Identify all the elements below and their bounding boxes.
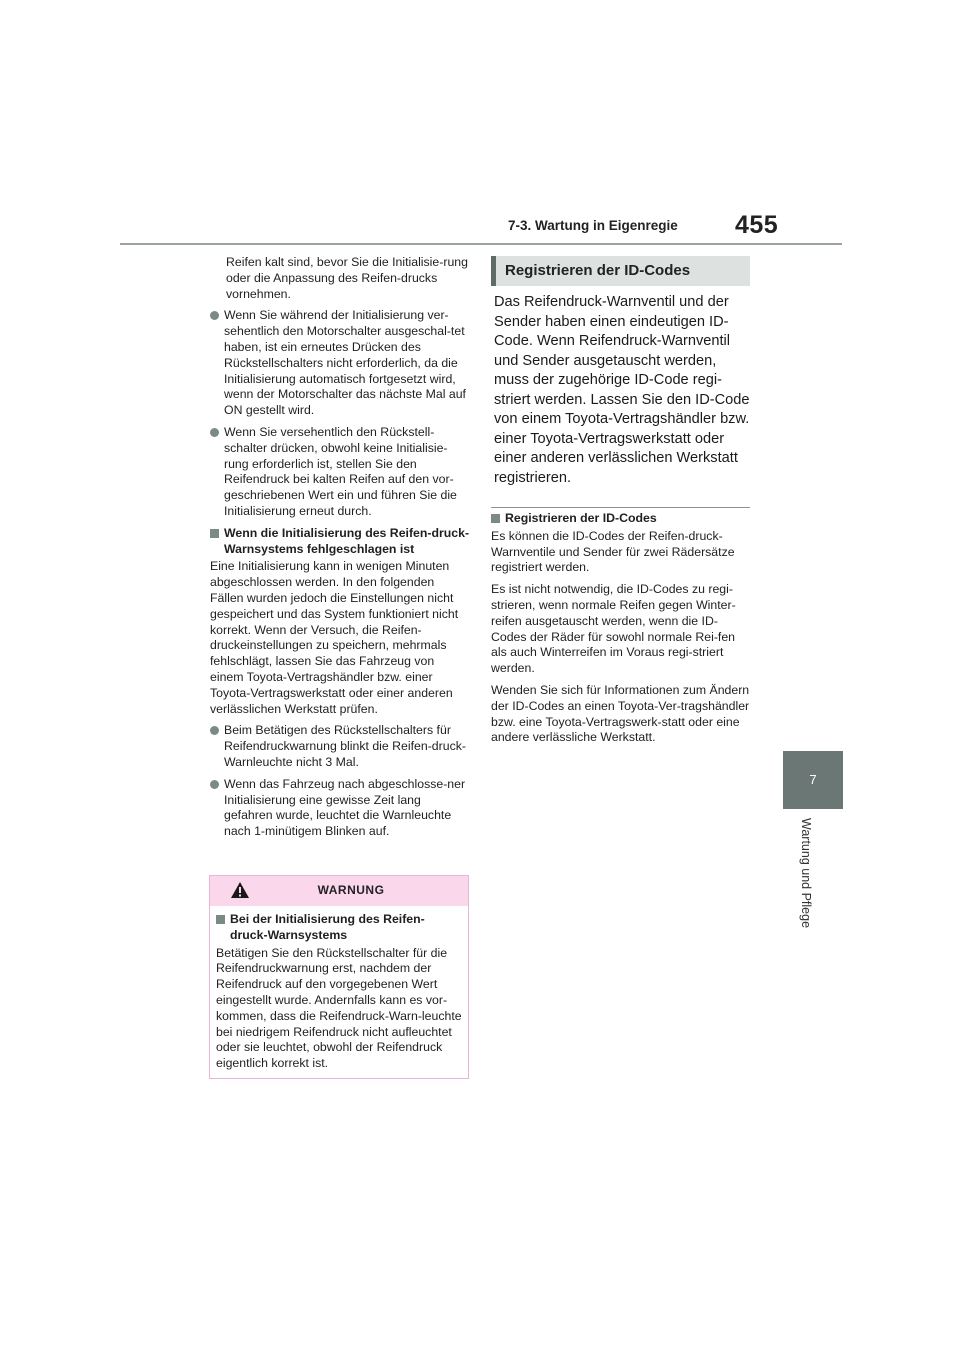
section-divider bbox=[491, 507, 750, 508]
warning-text: Betätigen Sie den Rückstellschalter für die Reifendruckwarnung erst, nachdem der Reifendruck auf den vorgegebenen Wert eingestellt wurde. Andernfalls kann es vor-kommen, dass die Reifendruck-Warn-leuchte bei niedrigem Reifendruck nicht aufleuchtet oder sie leuchtet, obwohl der Reifendruck eigentlich korrekt ist. bbox=[216, 945, 462, 1071]
subsection-heading-text: Wenn die Initialisierung des Reifen-druck-Warnsystems fehlgeschlagen ist bbox=[224, 525, 470, 556]
bullet-text: Wenn Sie versehentlich den Rückstell-schalter drücken, obwohl keine Initialisie-rung erforderlich ist, stellen Sie den Reifendruck bei kalten Reifen auf den vor-geschriebenen Wert ein und führen Sie die Initialisierung erneut durch. bbox=[224, 424, 457, 518]
subsection-heading bbox=[491, 511, 751, 527]
paragraph: Wenden Sie sich für Informationen zum Ändern der ID-Codes an einen Toyota-Ver-tragshändler bzw. eine Toyota-Vertragswerk-statt oder eine andere verlässliche Werkstatt. bbox=[491, 682, 750, 745]
paragraph: Es ist nicht notwendig, die ID-Codes zu regi-strieren, wenn normale Reifen gegen Winter-reifen ausgetauscht werden, wenn die ID-Codes der Räder für sowohl normale Rei-fen als auch Winterreifen im Voraus regi-striert werden. bbox=[491, 582, 736, 676]
subsection-heading-text: Registrieren der ID-Codes bbox=[505, 511, 657, 525]
continued-paragraph: Reifen kalt sind, bevor Sie die Initialisie-rung oder die Anpassung des Reifen-drucks vornehmen. bbox=[226, 255, 468, 301]
chapter-side-title: Wartung und Pflege bbox=[799, 818, 813, 929]
bullet-text: Wenn Sie während der Initialisierung ver-sehentlich den Motorschalter ausgeschal-tet haben, ist ein erneutes Drücken des Rückstellschalters nicht erforderlich, da die Initialisierung automatisch fortgesetzt wird, wenn der Motorschalter das nächste Mal auf ON gestellt wird. bbox=[224, 308, 466, 418]
section-title: Registrieren der ID-Codes bbox=[505, 262, 691, 279]
subsection-heading bbox=[210, 526, 470, 558]
running-header-section: 7-3. Wartung in Eigenregie bbox=[508, 218, 678, 233]
left-column bbox=[210, 255, 470, 846]
bullet-text: Beim Betätigen des Rückstellschalters für Reifendruckwarnung blinkt die Reifen-druck-Warnleuchte nicht 3 Mal. bbox=[224, 723, 466, 769]
paragraph: Es können die ID-Codes der Reifen-druck-Warnventile und Sender für zwei Rädersätze registriert werden. bbox=[491, 528, 735, 575]
chapter-tab[interactable]: 7 bbox=[783, 751, 843, 809]
warning-heading bbox=[216, 912, 462, 944]
page-number: 455 bbox=[735, 211, 779, 239]
header-divider bbox=[120, 243, 842, 245]
bullet-dot-icon bbox=[210, 726, 219, 735]
warning-box bbox=[209, 875, 469, 1079]
bullet-item bbox=[210, 308, 470, 419]
bullet-dot-icon bbox=[210, 428, 219, 437]
right-column bbox=[491, 511, 751, 752]
bullet-text: Wenn das Fahrzeug nach abgeschlosse-ner Initialisierung eine gewisse Zeit lang gefahren wurde, leuchtet die Warnleuchte nach 1-minütigem Blinken auf. bbox=[224, 776, 466, 839]
section-intro: Das Reifendruck-Warnventil und der Sender haben einen eindeutigen ID-Code. Wenn Reifendruck-Warnventil und Sender ausgetauscht werden, muss der zugehörige ID-Code regi-striert werden. Lassen Sie den ID-Code von einem Toyota-Vertragshändler bzw. einer Toyota-Vertragswerkstatt oder einer anderen verlässlichen Werkstatt registrieren. bbox=[494, 294, 750, 486]
bullet-item bbox=[210, 723, 470, 770]
warning-header bbox=[210, 876, 468, 906]
bullet-dot-icon bbox=[210, 780, 219, 789]
bullet-item bbox=[210, 777, 470, 840]
subsection-paragraph: Eine Initialisierung kann in wenigen Minuten abgeschlossen werden. In den folgenden Fällen wurden jedoch die Einstellungen nicht gespeichert und das System funktioniert nicht korrekt. Wenn der Versuch, die Reifen-druckeinstellungen zu speichern, mehrmals fehlschlägt, lassen Sie das Fahrzeug von einem Toyota-Vertragshändler bzw. einer Toyota-Vertragswerkstatt oder einer anderen verlässlichen Werkstatt prüfen. bbox=[210, 559, 459, 716]
warning-title: WARNUNG bbox=[317, 883, 385, 897]
square-bullet-icon bbox=[491, 514, 500, 523]
bullet-dot-icon bbox=[210, 311, 219, 320]
warning-body bbox=[210, 906, 468, 1072]
bullet-item bbox=[210, 425, 470, 520]
warning-heading-text: Bei der Initialisierung des Reifen-druck-Warnsystems bbox=[230, 912, 425, 942]
section-banner-accent bbox=[491, 256, 496, 286]
square-bullet-icon bbox=[210, 529, 219, 538]
section-banner bbox=[491, 256, 750, 286]
square-bullet-icon bbox=[216, 915, 225, 924]
